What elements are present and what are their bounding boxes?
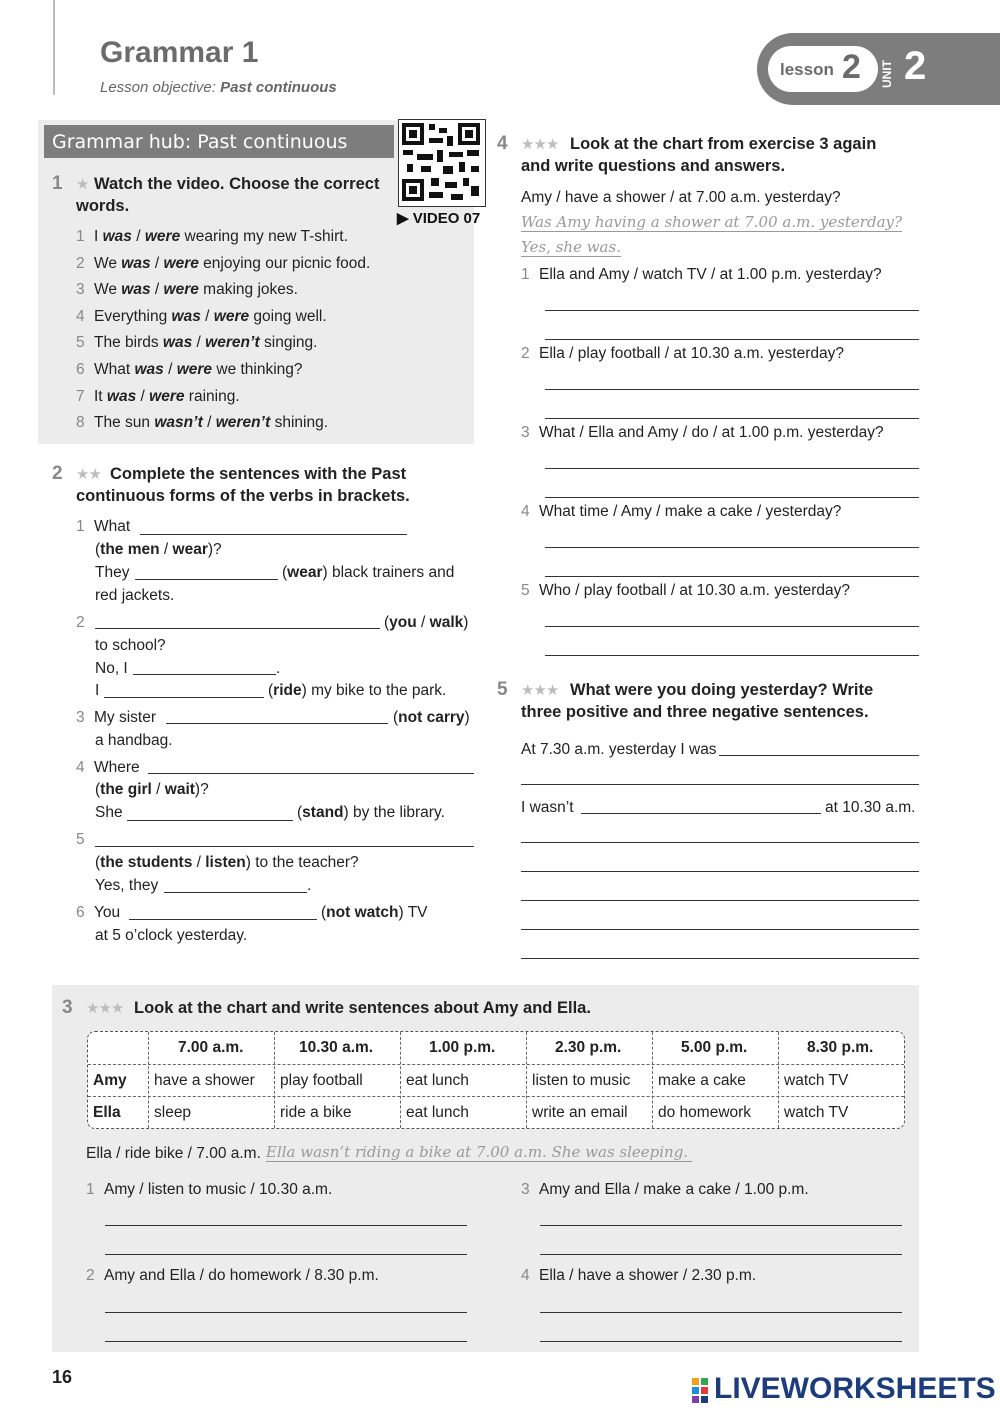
chart-header: 5.00 p.m.	[681, 1039, 748, 1056]
verb: the girl	[100, 781, 152, 798]
option-a[interactable]: was	[134, 361, 164, 378]
item-number: 3	[76, 281, 85, 299]
option-b[interactable]: were	[149, 387, 185, 405]
chart-cell: eat lunch	[406, 1072, 469, 1089]
item-text: Amy and Ella / make a cake / 1.00 p.m.	[539, 1181, 809, 1198]
option-a[interactable]: was	[162, 334, 193, 352]
answer-line[interactable]	[105, 1312, 467, 1313]
option-a[interactable]: was	[121, 281, 151, 299]
item-text: going well.	[249, 307, 327, 325]
bracket: (	[95, 854, 101, 871]
answer-line[interactable]	[133, 674, 276, 675]
ex2-item-2-verbs	[384, 614, 468, 632]
chart-header: 8.30 p.m.	[807, 1039, 874, 1056]
ex2-number: 2	[52, 463, 63, 484]
option-separator: /	[131, 228, 145, 245]
option-separator: /	[150, 281, 164, 299]
option-a[interactable]: wasn’t	[154, 414, 203, 432]
sep: /	[192, 854, 206, 871]
answer-line[interactable]	[521, 958, 919, 959]
ex5-line2-start: I wasn’t	[521, 799, 574, 816]
verb: walk	[429, 614, 464, 631]
ex2-item-5	[76, 831, 94, 849]
answer-line[interactable]	[127, 820, 293, 821]
item-text: It	[94, 387, 107, 405]
ex5-line2-end: at 10.30 a.m.	[825, 799, 916, 816]
item-text: My sister	[94, 709, 156, 726]
option-a[interactable]: was	[121, 254, 151, 272]
ex5-line1: At 7.30 a.m. yesterday I was	[521, 741, 717, 758]
answer-line[interactable]	[540, 1341, 902, 1342]
header-divider	[53, 0, 55, 95]
answer-line[interactable]	[521, 784, 919, 785]
ex2-item-6-verb	[321, 904, 428, 922]
bracket: )	[464, 709, 470, 726]
chart-col-divider	[400, 1032, 401, 1128]
text: ) black trainers and	[322, 564, 455, 581]
item-text: we thinking?	[212, 361, 303, 378]
video-link[interactable]: ▶ VIDEO 07	[397, 210, 481, 227]
bracket: (	[384, 614, 390, 631]
item-text: We	[94, 281, 122, 299]
item-text: Where	[94, 759, 140, 776]
answer-line[interactable]	[521, 871, 919, 872]
ex4-stars: ★★★	[521, 136, 559, 153]
chart-cell: sleep	[154, 1104, 192, 1121]
option-a[interactable]: was	[102, 228, 132, 245]
item-text: Amy and Ella / do homework / 8.30 p.m.	[104, 1267, 379, 1284]
ex1-item	[76, 414, 328, 432]
option-separator: /	[136, 387, 150, 405]
option-separator: /	[200, 307, 214, 325]
item-text: making jokes.	[198, 281, 298, 299]
ex4-example-prompt: Amy / have a shower / at 7.00 a.m. yesterday?	[521, 189, 841, 206]
ex2-item-2	[76, 614, 94, 632]
option-b[interactable]: weren’t	[215, 414, 271, 432]
ex2-item-5-c: Yes, they	[95, 877, 159, 894]
item-number: 5	[76, 334, 85, 352]
answer-line[interactable]	[545, 310, 919, 311]
ex2-instruction-line1: Complete the sentences with the Past	[110, 465, 407, 483]
answer-line[interactable]	[545, 576, 919, 577]
item-text: singing.	[259, 334, 318, 352]
chart-cell: have a shower	[154, 1072, 255, 1089]
answer-line[interactable]	[540, 1254, 902, 1255]
answer-line[interactable]	[540, 1312, 902, 1313]
answer-line[interactable]	[148, 773, 474, 774]
ex2-item-2-e	[268, 682, 446, 700]
text: ) TV	[398, 904, 428, 921]
ex2-item-1-end: red jackets.	[95, 587, 175, 604]
page-number: 16	[52, 1367, 73, 1387]
option-b[interactable]: weren’t	[205, 334, 260, 352]
item-text: Who / play football / at 10.30 a.m. yesterday?	[539, 582, 851, 599]
option-separator: /	[202, 414, 216, 432]
answer-line[interactable]	[581, 813, 821, 814]
unit-word: UNIT	[880, 60, 894, 88]
ex3-item-2	[86, 1267, 379, 1285]
ex2-item-4-verbs	[95, 781, 209, 799]
answer-line[interactable]	[545, 655, 919, 656]
ex4-item	[521, 424, 884, 442]
chart-row-divider	[88, 1096, 904, 1097]
objective-value: Past continuous	[220, 79, 337, 96]
item-number: 3	[521, 1181, 530, 1198]
text: ) by the library.	[343, 804, 445, 821]
ex3-item-4	[521, 1267, 756, 1285]
ex2-item-2-c-end: .	[276, 660, 281, 677]
chart-header: 2.30 p.m.	[555, 1039, 622, 1056]
answer-line[interactable]	[521, 842, 919, 843]
ex2-item-6-c: at 5 o’clock yesterday.	[95, 927, 248, 944]
ex5-number: 5	[497, 679, 508, 700]
ex4-example-question: Was Amy having a shower at 7.00 a.m. yesterday?	[521, 213, 903, 231]
ex3-example-answer: Ella wasn’t riding a bike at 7.00 a.m. She was sleeping.	[266, 1143, 692, 1162]
ex2-item-6	[76, 904, 120, 922]
text: ) to the teacher?	[245, 854, 359, 871]
ex4-instruction-line1: Look at the chart from exercise 3 again	[570, 135, 877, 153]
option-a[interactable]: was	[106, 387, 137, 405]
chart-cell: do homework	[658, 1104, 752, 1121]
answer-line[interactable]	[521, 929, 919, 930]
liveworksheets-logo-icon	[692, 1378, 710, 1402]
ex2-item-5-verbs	[95, 854, 359, 872]
text: ) my bike to the park.	[301, 682, 447, 699]
objective-label: Lesson objective:	[100, 79, 216, 96]
option-separator: /	[150, 254, 164, 272]
chart-cell: write an email	[532, 1104, 628, 1121]
item-number: 4	[521, 1267, 530, 1284]
ex3-item-1	[86, 1181, 332, 1199]
ex2-item-2-b: to school?	[95, 637, 166, 654]
bracket: (	[95, 541, 101, 558]
item-number: 6	[76, 904, 85, 921]
sep: /	[159, 541, 173, 558]
page-title: Grammar 1	[100, 36, 259, 69]
option-b[interactable]: were	[176, 361, 213, 378]
item-text: We	[94, 254, 122, 272]
item-number: 3	[521, 424, 530, 441]
ex2-item-1-verb2	[282, 564, 454, 582]
verb: the men	[100, 541, 160, 558]
verb: wear	[287, 564, 323, 581]
chart-cell: listen to music	[532, 1072, 631, 1089]
chart-header: 7.00 a.m.	[178, 1039, 244, 1056]
ex2-item-4-c: She	[95, 804, 123, 821]
item-text: You	[94, 904, 121, 921]
item-number: 1	[76, 518, 85, 535]
answer-line[interactable]	[105, 1254, 467, 1255]
bracket: )?	[194, 781, 209, 798]
answer-line[interactable]	[545, 339, 919, 340]
ex1-instruction: Watch the video. Choose the correct words.	[76, 175, 380, 215]
qr-code-icon[interactable]	[398, 119, 486, 207]
chart-cell: make a cake	[658, 1072, 746, 1089]
answer-line[interactable]	[104, 697, 264, 698]
item-number: 2	[76, 614, 85, 631]
item-number: 5	[521, 582, 530, 599]
item-number: 7	[76, 387, 85, 405]
ex2-item-1-verbs	[95, 541, 222, 559]
answer-line[interactable]	[545, 389, 919, 390]
chart-cell: play football	[280, 1072, 363, 1089]
item-text: The birds	[94, 334, 163, 352]
item-number: 1	[521, 266, 530, 283]
ex4-instruction-line2: and write questions and answers.	[521, 157, 786, 175]
chart-cell: eat lunch	[406, 1104, 469, 1121]
verb: not carry	[398, 709, 465, 726]
ex3-example-prompt: Ella / ride bike / 7.00 a.m.	[86, 1145, 261, 1162]
ex2-item-2-d: I	[95, 682, 100, 699]
liveworksheets-logo[interactable]: LIVEWORKSHEETS	[714, 1372, 996, 1405]
chart-col-divider	[778, 1032, 779, 1128]
option-b[interactable]: were	[144, 228, 181, 245]
ex4-number: 4	[497, 133, 508, 154]
option-b[interactable]: were	[163, 281, 199, 299]
ex3-instruction: Look at the chart and write sentences about Amy and Ella.	[134, 999, 591, 1017]
ex3-number: 3	[62, 997, 73, 1018]
item-text: raining.	[184, 387, 240, 405]
option-b[interactable]: were	[213, 307, 250, 325]
ex2-item-1	[76, 518, 130, 536]
item-text: What time / Amy / make a cake / yesterday?	[539, 503, 842, 520]
option-b[interactable]: were	[163, 254, 199, 272]
ex2-item-2-c: No, I	[95, 660, 128, 677]
option-separator: /	[192, 334, 206, 352]
chart-row-label: Amy	[93, 1072, 127, 1089]
item-text: What	[94, 361, 135, 378]
ex4-item	[521, 582, 850, 600]
chart-col-divider	[148, 1032, 149, 1128]
lesson-word: lesson	[780, 60, 834, 79]
bracket: (	[393, 709, 399, 726]
answer-line[interactable]	[521, 900, 919, 901]
verb: listen	[205, 854, 246, 871]
ex4-item	[521, 503, 841, 521]
bracket: (	[95, 781, 101, 798]
answer-line[interactable]	[105, 1225, 467, 1226]
ex1-item	[76, 255, 370, 273]
item-text: The sun	[94, 414, 155, 432]
item-number: 1	[76, 228, 85, 245]
sep: /	[416, 614, 430, 631]
ex2-item-4	[76, 759, 140, 777]
ex2-item-3-verb	[393, 709, 470, 727]
option-a[interactable]: was	[171, 307, 201, 325]
verb: the students	[100, 854, 193, 871]
ex5-instruction-line1: What were you doing yesterday? Write	[570, 681, 874, 699]
chart-col-divider	[526, 1032, 527, 1128]
answer-line[interactable]	[164, 892, 307, 893]
sep: /	[151, 781, 165, 798]
item-number: 1	[86, 1181, 95, 1198]
verb: ride	[273, 682, 302, 699]
item-text: Ella / have a shower / 2.30 p.m.	[539, 1267, 757, 1284]
bracket: (	[321, 904, 327, 921]
bracket: (	[282, 564, 288, 581]
ex2-item-1-they: They	[95, 564, 130, 581]
ex1-stars: ★	[76, 176, 89, 193]
ex1-number: 1	[52, 173, 63, 194]
answer-line[interactable]	[545, 468, 919, 469]
item-number: 8	[76, 414, 85, 432]
chart-cell: ride a bike	[280, 1104, 352, 1121]
item-text: Ella and Amy / watch TV / at 1.00 p.m. yesterday?	[539, 266, 882, 283]
item-number: 4	[76, 307, 85, 325]
ex2-instruction-line2: continuous forms of the verbs in brackets.	[76, 487, 410, 505]
answer-line[interactable]	[540, 1225, 902, 1226]
bracket: (	[297, 804, 303, 821]
verb: you	[389, 614, 417, 631]
answer-line[interactable]	[545, 626, 919, 627]
item-text: I	[94, 228, 103, 245]
chart-cell: watch TV	[784, 1104, 849, 1121]
ex1-item	[76, 388, 240, 406]
chart-row-label: Ella	[93, 1104, 121, 1121]
ex1-item	[76, 361, 303, 379]
verb: wait	[164, 781, 195, 798]
ex4-item	[521, 345, 844, 363]
answer-line[interactable]	[545, 547, 919, 548]
chart-col-divider	[652, 1032, 653, 1128]
ex5-instruction-line2: three positive and three negative sentences.	[521, 703, 869, 721]
verb: not watch	[326, 904, 399, 921]
ex3-item-3	[521, 1181, 809, 1199]
item-text: shining.	[270, 414, 329, 432]
item-number: 4	[521, 503, 530, 520]
item-text: enjoying our picnic food.	[198, 254, 371, 272]
option-separator: /	[163, 361, 177, 378]
answer-line[interactable]	[140, 534, 407, 535]
item-number: 4	[76, 759, 85, 776]
bracket: )	[463, 614, 469, 631]
ex2-item-3	[76, 709, 156, 727]
verb: wear	[172, 541, 208, 558]
grammar-hub-title: Grammar hub: Past continuous	[52, 131, 348, 153]
item-number: 5	[76, 831, 85, 848]
chart-header: 10.30 a.m.	[299, 1039, 374, 1056]
ex3-chart	[87, 1031, 905, 1129]
ex3-stars: ★★★	[86, 1000, 124, 1017]
item-text: What / Ella and Amy / do / at 1.00 p.m. yesterday?	[539, 424, 884, 441]
answer-line[interactable]	[545, 418, 919, 419]
item-number: 3	[76, 709, 85, 726]
item-text: What	[94, 518, 131, 535]
answer-line[interactable]	[95, 628, 380, 629]
ex2-item-3-c: a handbag.	[95, 732, 173, 749]
bracket: )?	[207, 541, 222, 558]
item-text: Ella / play football / at 10.30 a.m. yesterday?	[539, 345, 845, 362]
ex4-item	[521, 266, 882, 284]
ex4-example-answer: Yes, she was.	[521, 238, 621, 256]
item-number: 6	[76, 361, 85, 378]
chart-col-divider	[274, 1032, 275, 1128]
answer-line[interactable]	[135, 579, 278, 580]
item-text: Everything	[94, 307, 172, 325]
answer-line[interactable]	[166, 723, 388, 724]
chart-header: 1.00 p.m.	[429, 1039, 496, 1056]
item-number: 2	[521, 345, 530, 362]
ex5-stars: ★★★	[521, 682, 559, 699]
answer-line[interactable]	[95, 846, 474, 847]
ex2-stars: ★★	[76, 466, 101, 483]
answer-line[interactable]	[719, 755, 919, 756]
ex2-item-4-d	[297, 804, 445, 822]
item-text: wearing my new T-shirt.	[180, 228, 348, 245]
ex1-item	[76, 334, 317, 352]
ex1-item	[76, 228, 348, 246]
unit-number: 2	[904, 44, 927, 88]
bracket: (	[268, 682, 274, 699]
verb: stand	[302, 804, 344, 821]
ex1-item	[76, 281, 298, 299]
lesson-number: 2	[842, 48, 861, 86]
item-number: 2	[86, 1267, 95, 1284]
item-text: Amy / listen to music / 10.30 a.m.	[104, 1181, 333, 1198]
answer-line[interactable]	[105, 1341, 467, 1342]
answer-line[interactable]	[129, 919, 317, 920]
chart-cell: watch TV	[784, 1072, 849, 1089]
ex2-item-5-c-end: .	[307, 877, 312, 894]
lesson-objective	[100, 79, 337, 96]
ex1-item	[76, 308, 327, 326]
answer-line[interactable]	[545, 497, 919, 498]
item-number: 2	[76, 254, 85, 272]
chart-row-divider	[88, 1064, 904, 1065]
